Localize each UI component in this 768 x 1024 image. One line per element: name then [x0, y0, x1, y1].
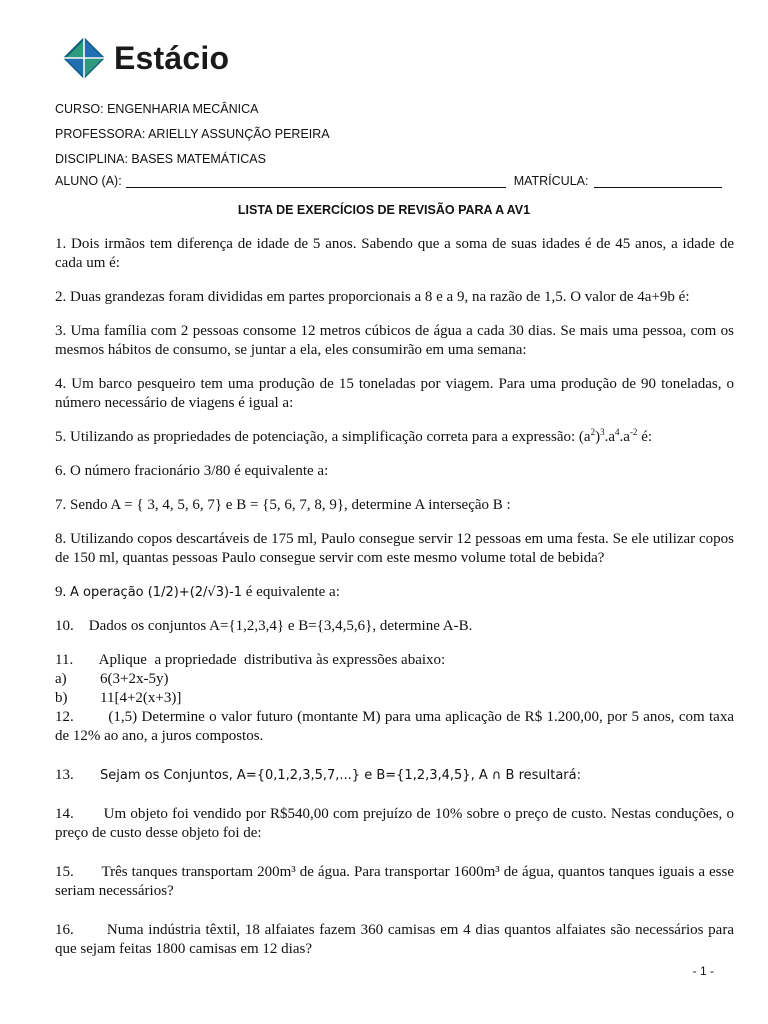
question-13: [55, 766, 734, 785]
question-8: 8. Utilizando copos descartáveis de 175 ml, Paulo consegue servir 12 pessoas em uma festa. Se ele utilizar copos de 150 ml, quantas pessoas Paulo consegue servir com este mesmo volume total de bebida?: [55, 531, 734, 566]
q11a-label: a): [55, 671, 67, 687]
question-12: 12. (1,5) Determine o valor futuro (montante M) para uma aplicação de R$ 1.200,00, por 5 anos, com taxa de 12% ao ano, a juros compostos.: [55, 709, 738, 744]
registration-field[interactable]: [594, 175, 722, 188]
registration-label: MATRÍCULA:: [513, 174, 589, 188]
question-11a: [55, 670, 734, 689]
question-5: [55, 428, 734, 447]
q5-exp4: -2: [629, 427, 638, 437]
student-row: [55, 174, 735, 188]
q9-expression: A operação (1/2)+(2/√3)-1: [70, 585, 243, 600]
q9-prefix: 9.: [55, 584, 70, 600]
question-6: 6. O número fracionário 3/80 é equivalente a:: [55, 463, 329, 479]
list-title: LISTA DE EXERCÍCIOS DE REVISÃO PARA A AV1: [237, 203, 531, 217]
q5-prefix: 5. Utilizando as propriedades de potenciação, a simplificação correta para a expressão: (a: [55, 429, 591, 445]
q5-mid2: .a: [604, 429, 616, 445]
question-11b: [55, 689, 734, 708]
q11b-expression: 11[4+2(x+3)]: [100, 690, 182, 706]
page-number: - 1 -: [692, 964, 714, 978]
q5-suffix: é:: [637, 429, 653, 445]
q13-number: 13.: [55, 767, 74, 783]
course-line: CURSO: ENGENHARIA MECÂNICA: [55, 102, 259, 116]
q13-text: Sejam os Conjuntos, A={0,1,2,3,5,7,...} e B={1,2,3,4,5}, A ∩ B resultará:: [100, 768, 581, 783]
student-label: ALUNO (A):: [55, 174, 122, 188]
q11a-expression: 6(3+2x-5y): [100, 671, 169, 687]
discipline-line: DISCIPLINA: BASES MATEMÁTICAS: [55, 152, 266, 166]
q5-exp2: 3: [600, 427, 605, 437]
question-14: 14. Um objeto foi vendido por R$540,00 com prejuízo de 10% sobre o preço de custo. Nestas conduções, o preço de custo desse objeto foi de:: [55, 806, 738, 841]
question-9: [55, 583, 734, 602]
question-10: 10. Dados os conjuntos A={1,2,3,4} e B={3,4,5,6}, determine A-B.: [55, 618, 473, 634]
student-name-field[interactable]: [126, 175, 506, 188]
q5-exp1: 2: [590, 427, 596, 437]
estacio-diamond-icon: [62, 36, 106, 80]
question-4: 4. Um barco pesqueiro tem uma produção de 15 toneladas por viagem. Para uma produção de 90 toneladas, o número necessário de viagens é igual a:: [55, 376, 734, 411]
question-2: 2. Duas grandezas foram divididas em partes proporcionais a 8 e a 9, na razão de 1,5. O valor de 4a+9b é:: [55, 289, 690, 305]
q9-suffix: é equivalente a:: [242, 584, 340, 600]
question-1: 1. Dois irmãos tem diferença de idade de 5 anos. Sabendo que a soma de suas idades é de 45 anos, a idade de cada um é:: [55, 236, 734, 271]
question-7: 7. Sendo A = { 3, 4, 5, 6, 7} e B = {5, 6, 7, 8, 9}, determine A interseção B :: [55, 497, 511, 513]
question-16: 16. Numa indústria têxtil, 18 alfaiates fazem 360 camisas em 4 dias quantos alfaiates são necessários para que sejam feitas 1800 camisas em 12 dias?: [55, 922, 738, 957]
question-list: [55, 235, 738, 959]
question-3: 3. Uma família com 2 pessoas consome 12 metros cúbicos de água a cada 30 dias. Se mais uma pessoa, com os mesmos hábitos de consumo, se juntar a ela, eles consumirão em uma semana:: [55, 323, 734, 358]
q5-mid3: .a: [619, 429, 630, 445]
q11b-label: b): [55, 690, 68, 706]
q5-mid1: ): [595, 429, 601, 445]
teacher-line: PROFESSORA: ARIELLY ASSUNÇÃO PEREIRA: [55, 127, 330, 141]
question-11: 11. Aplique a propriedade distributiva às expressões abaixo:: [55, 652, 446, 668]
logo-text: Estácio: [114, 39, 230, 76]
question-15: 15. Três tanques transportam 200m³ de água. Para transportar 1600m³ de água, quantos tanques iguais a esse seriam necessários?: [55, 864, 738, 899]
estacio-logo: [62, 36, 229, 80]
q5-exp3: 4: [615, 427, 620, 437]
